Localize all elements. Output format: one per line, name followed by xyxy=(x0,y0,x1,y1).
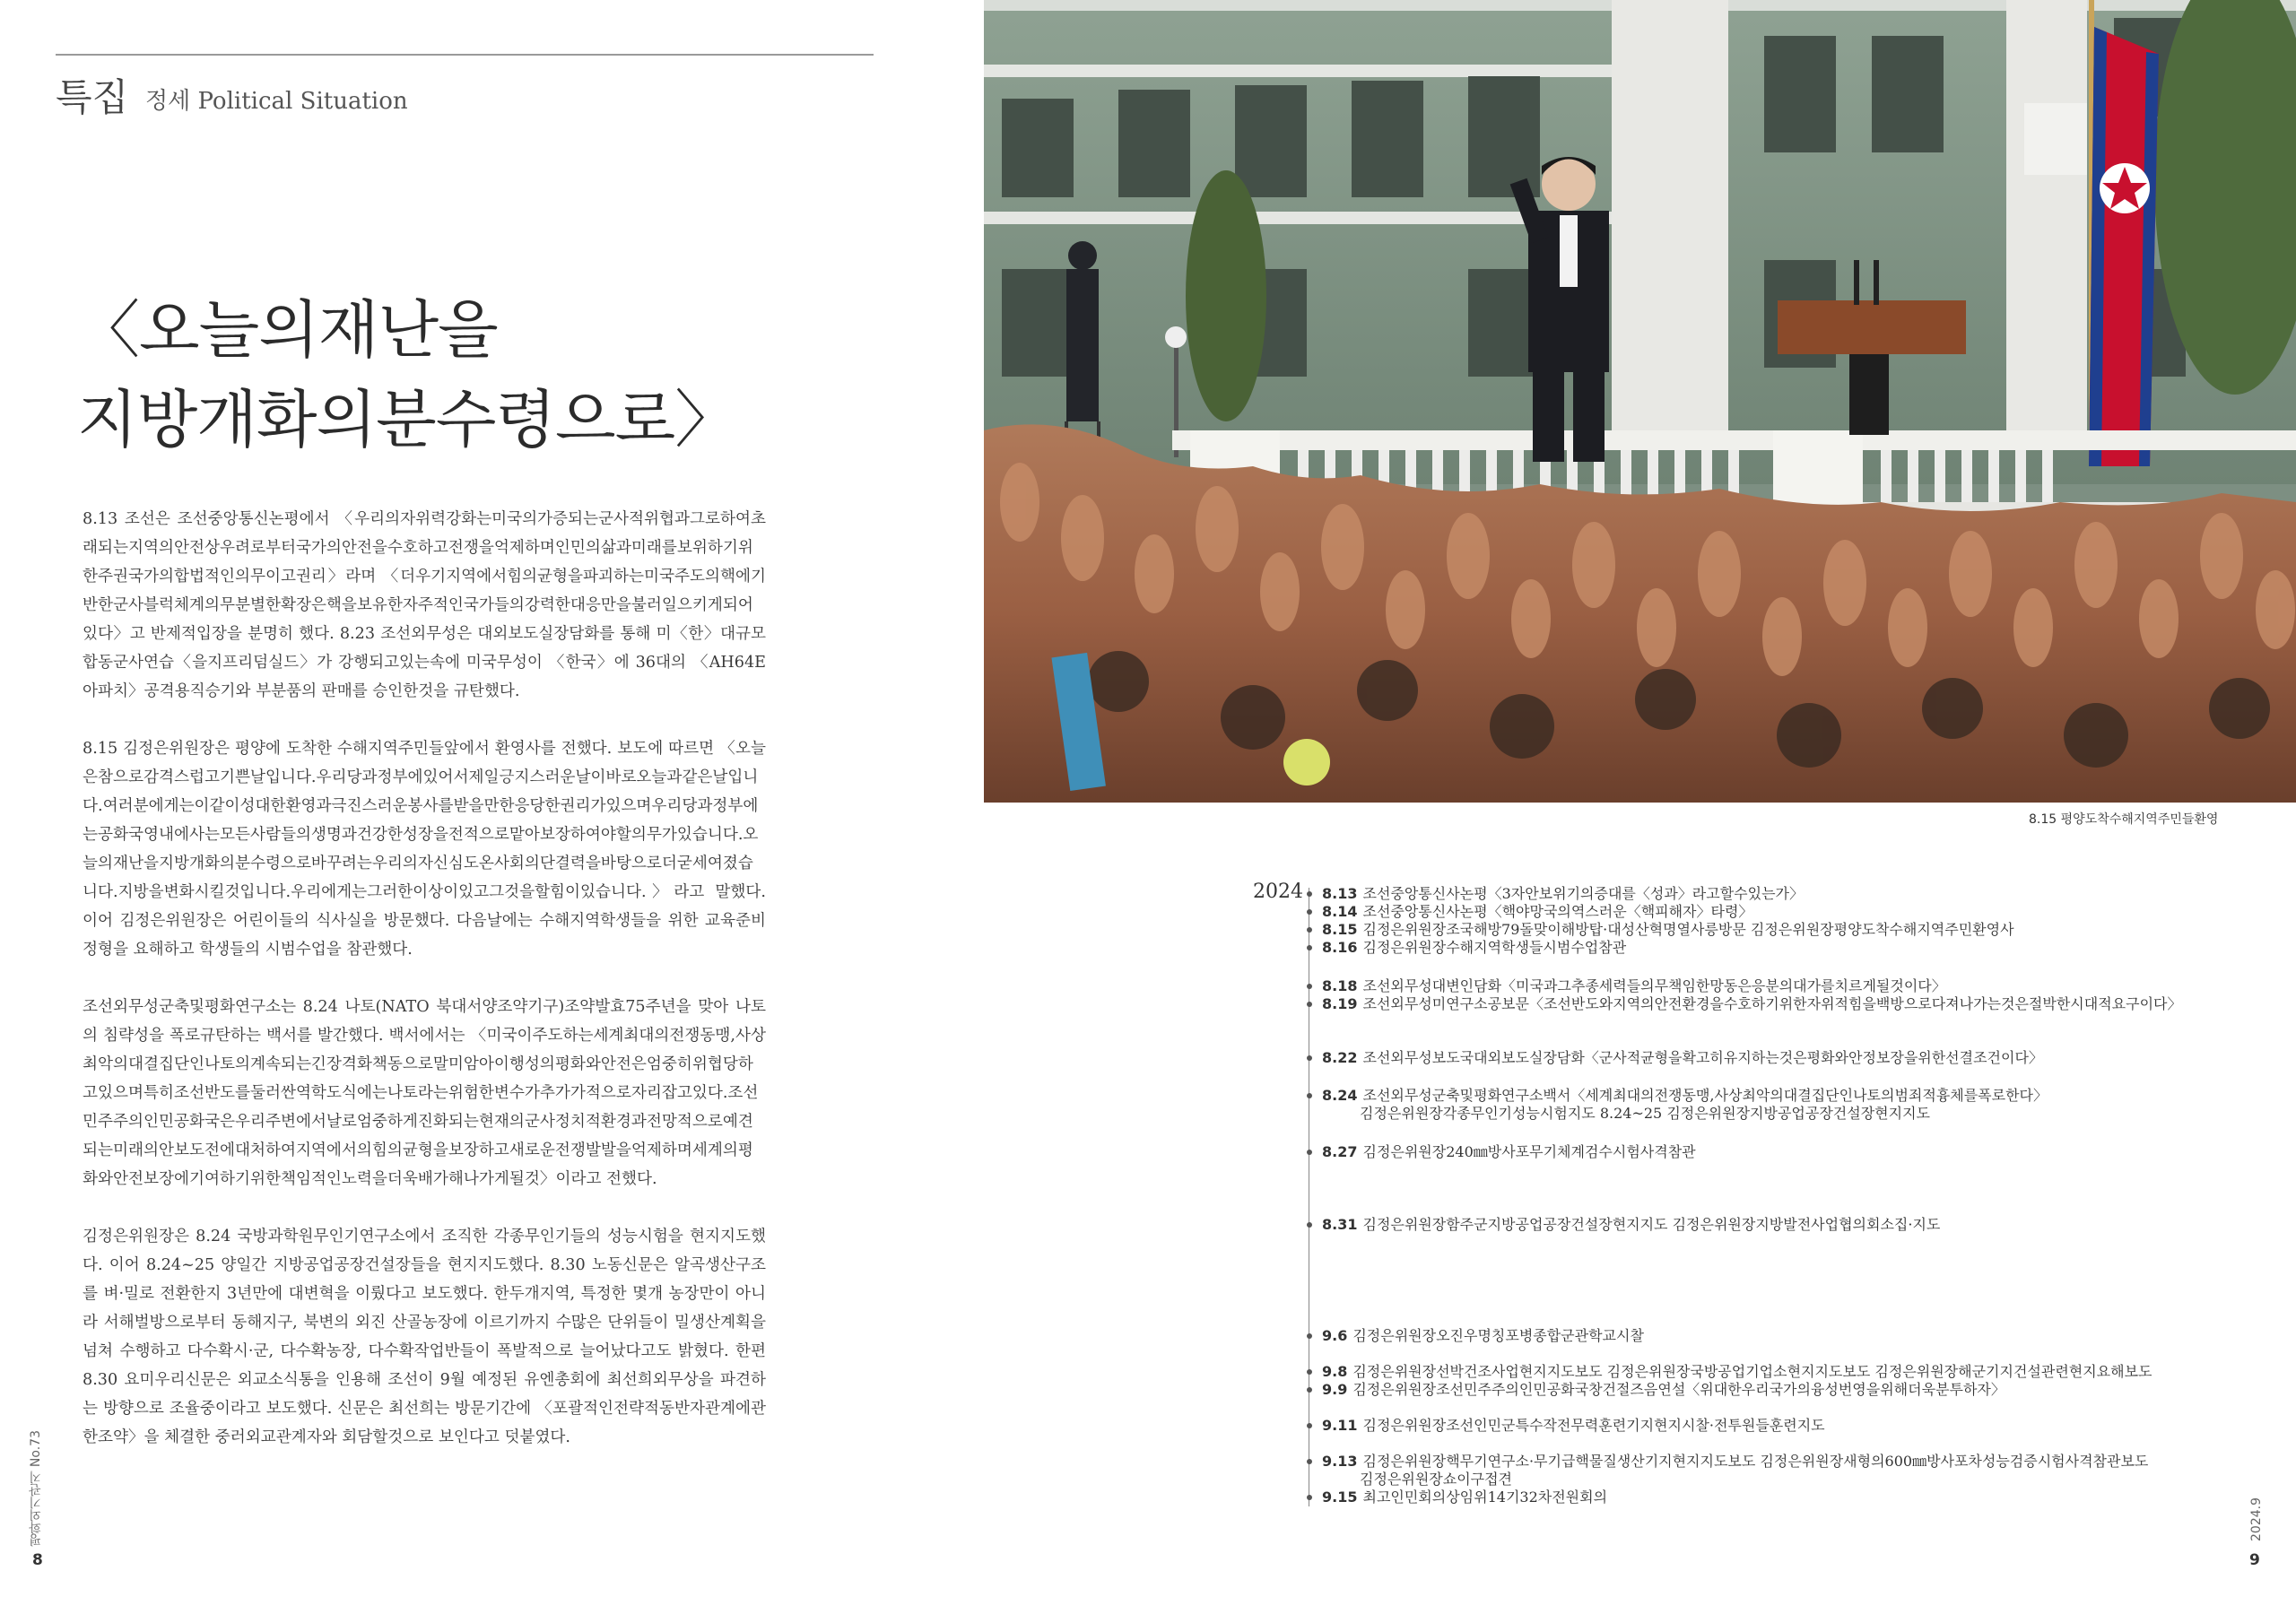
timeline-entry: 9.13 김정은위원장핵무기연구소·무기급핵물질생산기지현지지도보도 김정은위원장새형의600㎜방사포차성능검증시험사격참관보도 xyxy=(1322,1453,2148,1471)
timeline-entry: 8.14 조선중앙통신사논평〈핵야망국의역스러운〈핵피해자〉타령〉 xyxy=(1322,903,1752,921)
body-paragraph-1: 8.13 조선은 조선중앙통신논평에서 〈우리의자위력강화는미국의가증되는군사적위협과그로하여초래되는지역의안전상우려로부터국가의안전을수호하고전쟁을억제하며인민의삶과미래를보위하기위한주권국가의합법적인의무이고권리〉라며 〈더우기지역에서힘의균형을파괴하는미국주도의핵에기반한군사블럭체계의무분별한확장은핵을보유한자주적인국가들의강력한대응만을불러일으키게되어있다〉고 반제적입장을 분명히 했다. 8.23 조선외무성은 대외보도실장담화를 통해 미〈한〉대규모합동군사연습〈을지프리덤실드〉가 강행되고있는속에 미국무성이 〈한국〉에 36대의 〈AH64E아파치〉공격용직승기와 부분품의 판매를 승인한것을 규탄했다. xyxy=(83,510,766,700)
timeline-dot xyxy=(1307,1495,1312,1500)
timeline-dot xyxy=(1307,1387,1312,1393)
timeline-dot xyxy=(1307,1222,1312,1228)
timeline-entry: 8.24 조선외무성군축및평화연구소백서〈세계최대의전쟁동맹,사상최악의대결집단인나토의범죄적흉체를폭로한다〉 xyxy=(1322,1087,2048,1105)
timeline-entry: 9.6 김정은위원장오진우명칭포병종합군관학교시찰 xyxy=(1322,1327,1644,1345)
timeline-dot xyxy=(1307,1150,1312,1155)
timeline-year: 2024 xyxy=(1253,881,1303,903)
timeline-entry: 8.15 김정은위원장조국해방79돌맞이해방탑·대성산혁명열사릉방문 김정은위원장평양도착수해지역주민환영사 xyxy=(1322,921,2014,939)
timeline-entry-continued: 김정은위원장쇼이구접견 xyxy=(1360,1471,1513,1488)
rally-photo xyxy=(984,0,2296,803)
timeline-dot xyxy=(1307,1093,1312,1098)
timeline-dot xyxy=(1307,1002,1312,1007)
timeline-entry: 9.15 최고인민회의상임위14기32차전원회의 xyxy=(1322,1488,1607,1506)
article-title xyxy=(77,285,736,464)
left-page xyxy=(0,0,984,1623)
timeline-dot xyxy=(1307,1369,1312,1375)
timeline-entry: 8.27 김정은위원장240㎜방사포무기체계검수시험사격참관 xyxy=(1322,1143,1696,1161)
page-number-left: 8 xyxy=(32,1551,43,1569)
timeline-entry: 8.16 김정은위원장수해지역학생들시범수업참관 xyxy=(1322,939,1626,957)
publication-side-label: 평화외기관지 No.73 xyxy=(29,1430,43,1547)
timeline-dot xyxy=(1307,891,1312,897)
timeline-dot xyxy=(1307,984,1312,989)
body-paragraph-4: 김정은위원장은 8.24 국방과학원무인기연구소에서 조직한 각종무인기들의 성능시험을 현지지도했다. 이어 8.24~25 양일간 지방공업공장건설장들을 현지지도했다. 8.30 노동신문은 알곡생산구조를 벼·밀로 전환한지 3년만에 대변혁을 이뤘다고 보도했다. 한두개지역, 특정한 몇개 농장만이 아니라 서해벌방으로부터 동해지구, 북변의 외진 산골농장에 이르기까지 수많은 단위들이 밀생산계획을 넘쳐 수행하고 다수확시·군, 다수확농장, 다수확작업반들이 폭발적으로 늘어났다고도 밝혔다. 한편 8.30 요미우리신문은 외교소식통을 인용해 조선이 9월 예정된 유엔총회에 최선희외무상을 파견하는 방향으로 조율중이라고 보도했다. 신문은 최선희는 방문기간에 〈포괄적인전략적동반자관계에관한조약〉을 체결한 중러외교관계자와 회담할것으로 보인다고 덧붙였다. xyxy=(83,1228,766,1446)
photo-caption: 8.15 평양도착수해지역주민들환영 xyxy=(2029,812,2219,827)
timeline-dot xyxy=(1307,1055,1312,1061)
timeline-entry: 8.18 조선외무성대변인담화〈미국과그추종세력들의무책임한망동은응분의대가를치르게될것이다〉 xyxy=(1322,977,1946,995)
issue-date-side-label: 2024.9 xyxy=(2249,1497,2264,1541)
section-label: 특집 xyxy=(56,75,129,119)
timeline-entry: 8.31 김정은위원장함주군지방공업공장건설장현지지도 김정은위원장지방발전사업협의회소집·지도 xyxy=(1322,1216,1940,1234)
timeline-dot xyxy=(1307,1333,1312,1339)
header-rule xyxy=(56,54,874,56)
title-line-1: 〈오늘의재난을 xyxy=(77,293,498,367)
timeline-entry: 8.22 조선외무성보도국대외보도실장담화〈군사적균형을확고히유지하는것은평화와안정보장을위한선결조건이다〉 xyxy=(1322,1049,2043,1067)
timeline-entry: 9.8 김정은위원장선박건조사업현지지도보도 김정은위원장국방공업기업소현지지도보도 김정은위원장해군기지건설관련현지요해보도 xyxy=(1322,1363,2152,1381)
timeline-dot xyxy=(1307,1459,1312,1464)
timeline-entry: 8.13 조선중앙통신사논평〈3자안보위기의증대를〈성과〉라고할수있는가〉 xyxy=(1322,885,1804,903)
timeline-dot xyxy=(1307,945,1312,950)
body-paragraph-3: 조선외무성군축및평화연구소는 8.24 나토(NATO 북대서양조약기구)조약발효75주년을 맞아 나토의 침략성을 폭로규탄하는 백서를 발간했다. 백서에서는 〈미국이주도하는세계최대의전쟁동맹,사상최악의대결집단인나토의계속되는긴장격화책동으로말미암아이행성의평화와안전은엄중히위협당하고있으며특히조선반도를둘러싼역학도식에는나토라는위험한변수가추가가적으로자리잡고있다.조선민주주의인민공화국은우리주변에서날로엄중하게진화되는현재의군사정치적환경과전망적으로예견되는미래의안보도전에대처하여지역에서의힘의균형을보장하고새로운전쟁발발을억제하며세계의평화와안전보장에기여하기위한책임적인노력을더욱배가해나가게될것〉이라고 전했다. xyxy=(83,998,766,1188)
article-body xyxy=(83,505,766,1480)
timeline-entry: 8.19 조선외무성미연구소공보문〈조선반도와지역의안전환경을수호하기위한자위적힘을백방으로다져나가는것은절박한시대적요구이다〉 xyxy=(1322,995,2181,1013)
section-sublabel: 정세 Political Situation xyxy=(145,88,408,115)
title-line-2: 지방개화의분수령으로〉 xyxy=(77,383,737,456)
timeline-dot xyxy=(1307,1423,1312,1428)
timeline-entry: 9.9 김정은위원장조선민주주의인민공화국창건절즈음연설〈위대한우리국가의융성번영을위해더욱분투하자〉 xyxy=(1322,1381,2005,1399)
page-number-right: 9 xyxy=(2249,1551,2260,1569)
photo-illustration xyxy=(984,0,2296,803)
timeline-entry: 9.11 김정은위원장조선인민군특수작전무력훈련기지현지시찰·전투원들훈련지도 xyxy=(1322,1417,1825,1435)
timeline-entry-continued: 김정은위원장각종무인기성능시험지도 8.24~25 김정은위원장지방공업공장건설장현지지도 xyxy=(1360,1105,1930,1122)
timeline-dot xyxy=(1307,909,1312,915)
timeline-dot xyxy=(1307,927,1312,933)
body-paragraph-2: 8.15 김정은위원장은 평양에 도착한 수해지역주민들앞에서 환영사를 전했다. 보도에 따르면 〈오늘은참으로감격스럽고기쁜날입니다.우리당과정부에있어서제일긍지스러운날이바로오늘과같은날입니다.여러분에게는이같이성대한환영과극진스러운봉사를받을만한응당한권리가있으며우리당과정부에는공화국영내에사는모든사람들의생명과건강한성장을전적으로맡아보장하여야할의무가있습니다.오늘의재난을지방개화의분수령으로바꾸려는우리의자신심도온사회의단결력을바탕으로더굳세여졌습니다.지방을변화시킬것입니다.우리에게는그러한이상이있고그것을할힘이있습니다.〉라고 말했다. 이어 김정은위원장은 어린이들의 식사실을 방문했다. 다음날에는 수해지역학생들을 위한 교육준비정형을 요해하고 학생들의 시범수업을 참관했다. xyxy=(83,740,766,959)
